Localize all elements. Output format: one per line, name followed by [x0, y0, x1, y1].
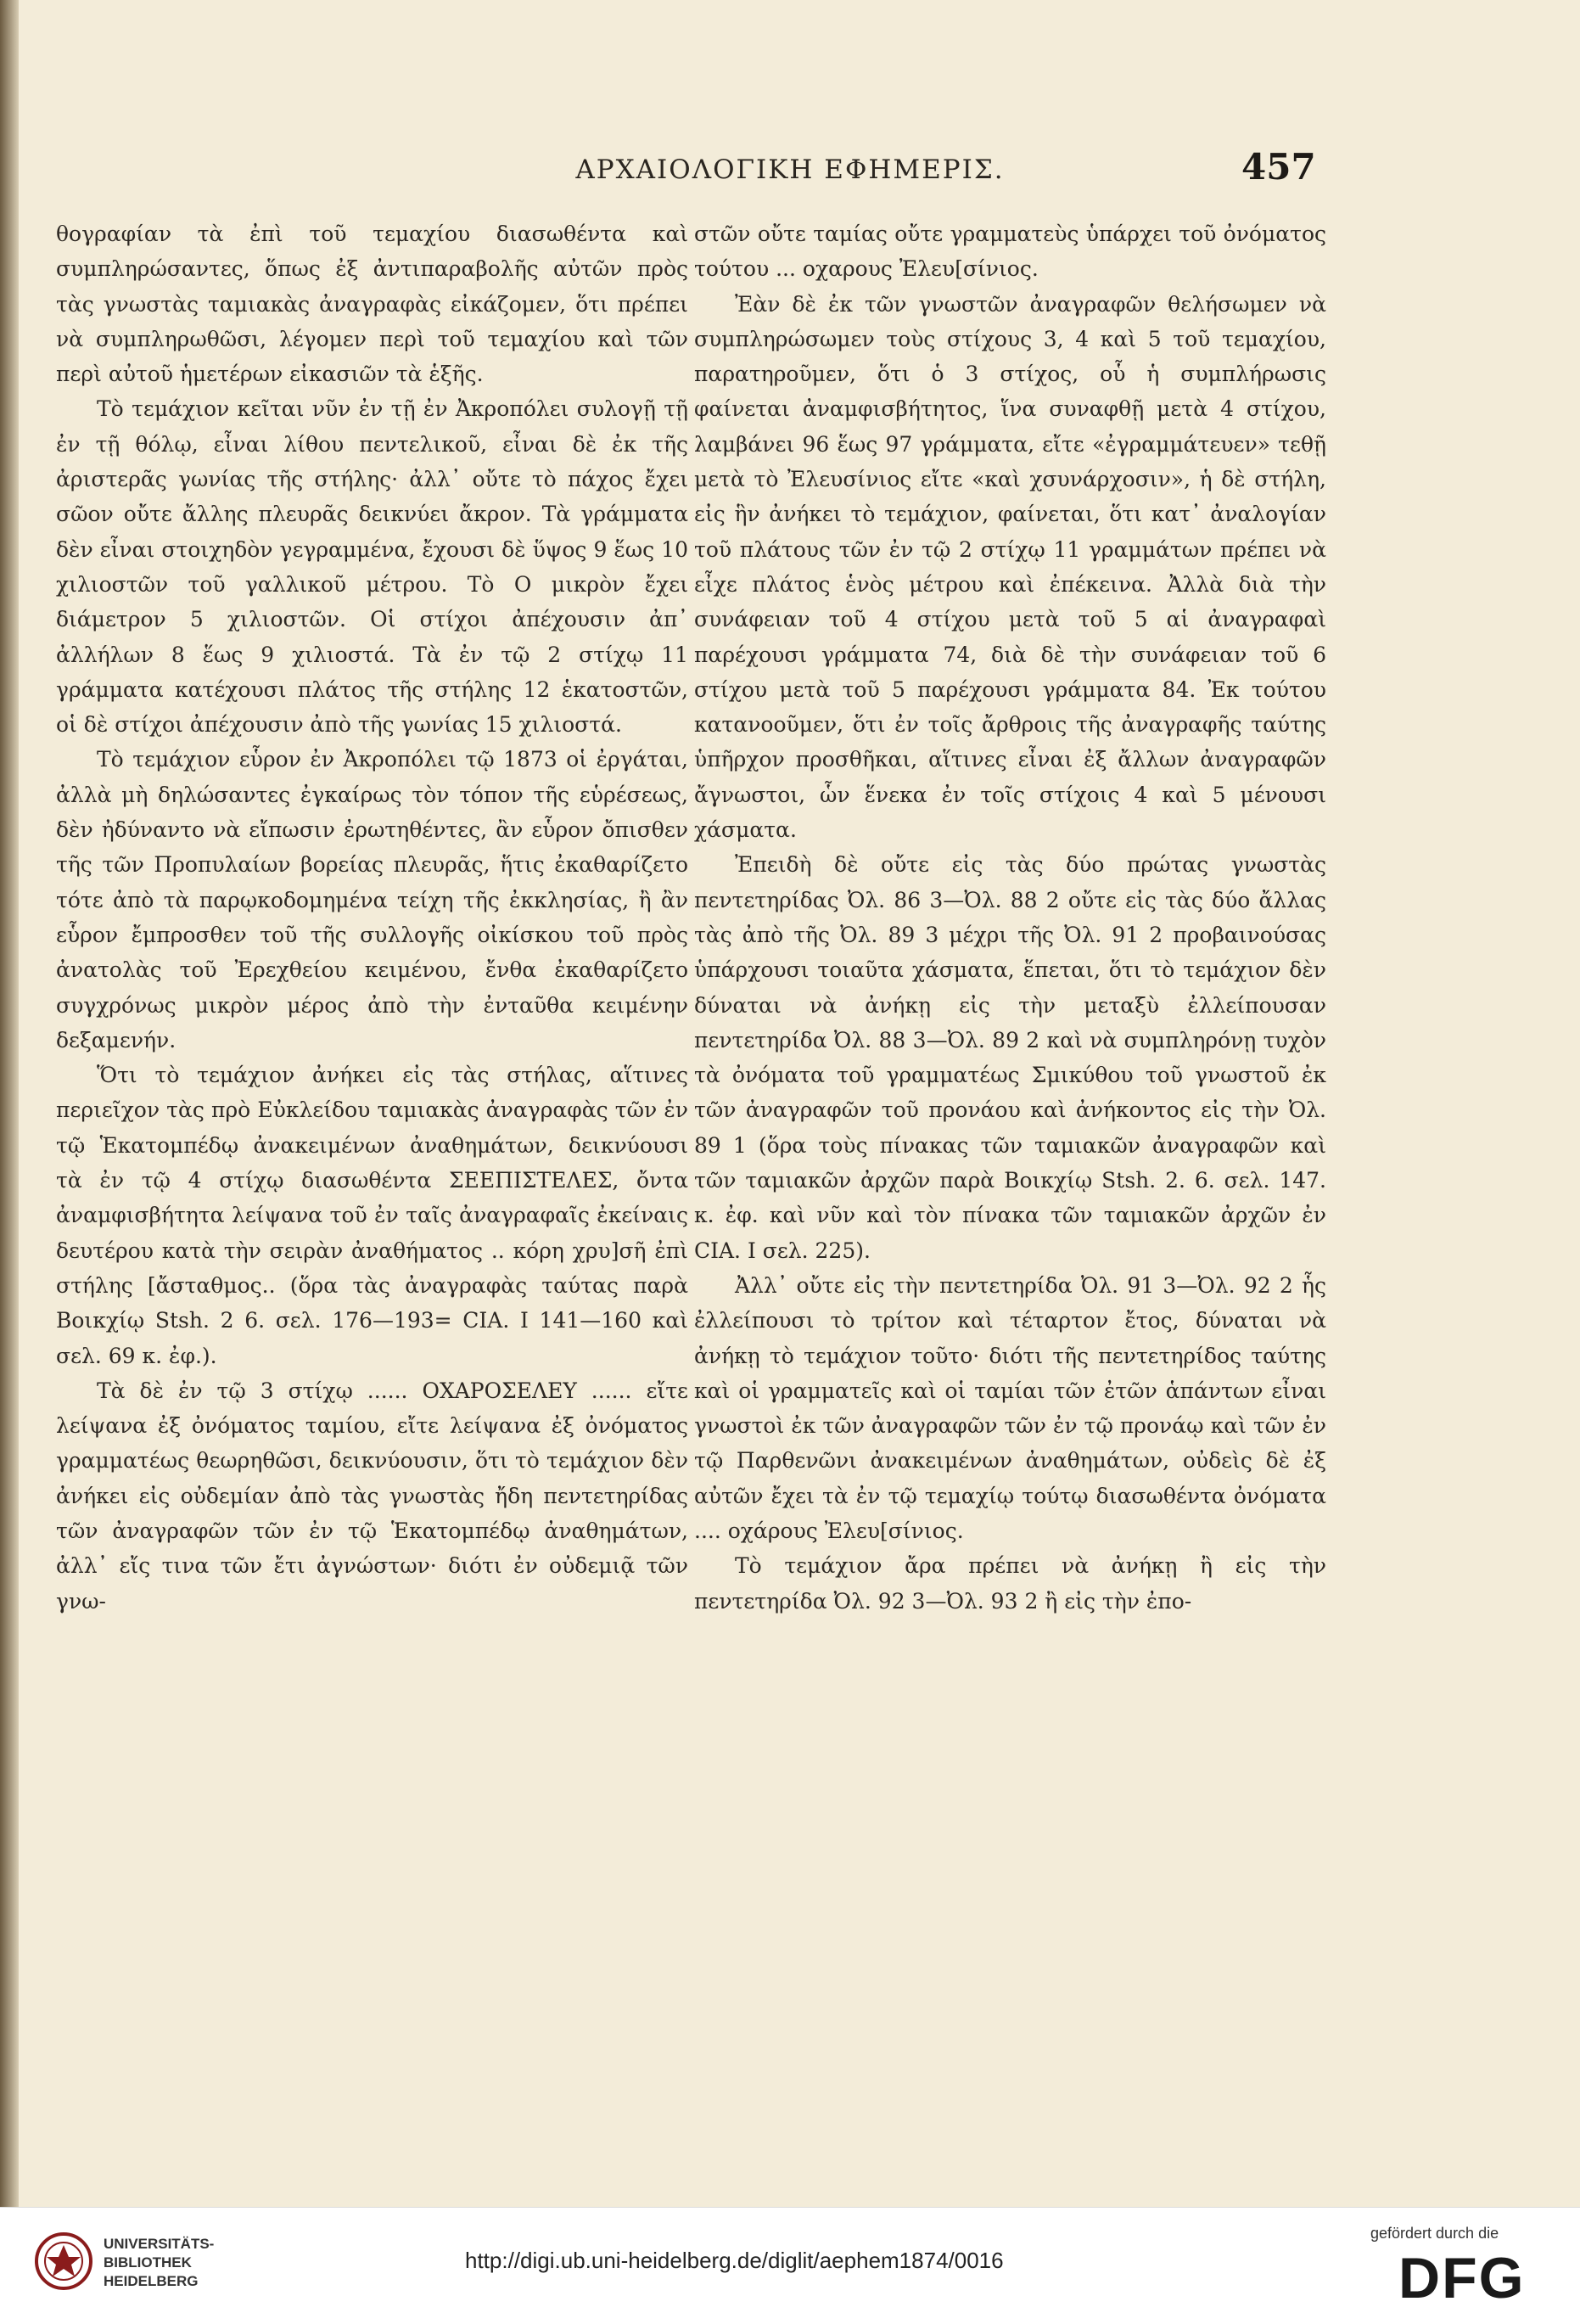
right-paragraph-1: στῶν οὔτε ταμίας οὔτε γραμματεὺς ὑπάρχει τοῦ ὀνόματος τούτου ... οχαρους Ἐλευ[σίνιος. [694, 222, 1326, 282]
source-url-link[interactable]: http://digi.ub.uni-heidelberg.de/diglit/aephem1874/0016 [465, 2248, 1004, 2273]
right-paragraph-5: Τὸ τεμάχιον ἄρα πρέπει νὰ ἀνήκῃ ἢ εἰς τὴν πεντετηρίδα Ὀλ. 92 3—Ὀλ. 93 2 ἢ εἰς τὴν ἐπο- [694, 1553, 1326, 1614]
page-number: 457 [1241, 146, 1316, 188]
right-paragraph-2: Ἐὰν δὲ ἐκ τῶν γνωστῶν ἀναγραφῶν θελήσωμεν νὰ συμπληρώσωμεν τοὺς στίχους 3, 4 καὶ 5 τοῦ τεμαχίου, παρατηροῦμεν, ὅτι ὁ 3 στίχος, οὗ ἡ συμπλήρωσις φαίνεται ἀναμφισβήτητος, ἵνα συναφθῇ μετὰ 4 στίχου, λαμβάνει 96 ἕως 97 γράμματα, εἴτε «ἐγραμμάτευεν» τεθῇ μετὰ τὸ Ἐλευσίνιος εἴτε «καὶ χσυνάρχοσιν», ἡ δὲ στήλη, εἰς ἣν ἀνήκει τὸ τεμάχιον, φαίνεται, ὅτι κατ᾽ ἀναλογίαν τοῦ πλάτους τῶν ἐν τῷ 2 στίχῳ 11 γραμμάτων πρέπει νὰ εἶχε πλάτος ἑνὸς μέτρου καὶ ἐπέκεινα. Ἀλλὰ διὰ τὴν συνάφειαν τοῦ 4 στίχου μετὰ τοῦ 5 αἱ ἀναγραφαὶ παρέχουσι γράμματα 74, διὰ δὲ τὴν συνάφειαν τοῦ 6 στίχου μετὰ τοῦ 5 παρέχουσι γράμματα 84. Ἐκ τούτου κατανοοῦμεν, ὅτι ἐν τοῖς ἄρθροις τῆς ἀναγραφῆς ταύτης ὑπῆρχον προσθῆκαι, αἵτινες εἶναι ἐξ ἄλλων ἀναγραφῶν ἄγνωστοι, ὧν ἕνεκα ἐν τοῖς στίχοις 4 καὶ 5 μένουσι χάσματα. [694, 291, 1326, 843]
university-library-name [104, 2235, 214, 2291]
digitization-footer [0, 2207, 1580, 2324]
left-paragraph-3: Τὸ τεμάχιον εὗρον ἐν Ἀκροπόλει τῷ 1873 οἱ ἐργάται, ἀλλὰ μὴ δηλώσαντες ἐγκαίρως τὸν τόπον τῆς εὑρέσεως, δὲν ἠδύναντο νὰ εἴπωσιν ἐρωτηθέντες, ἂν εὗρον ὄπισθεν τῆς τῶν Προπυλαίων βορείας πλευρᾶς, ἥτις ἐκαθαρίζετο τότε ἀπὸ τὰ παρῳκοδομημένα τείχη τῆς ἐκκλησίας, ἢ ἂν εὗρον ἔμπροσθεν τοῦ τῆς συλλογῆς οἰκίσκου τοῦ πρὸς ἀνατολὰς τοῦ Ἐρεχθείου κειμένου, ἔνθα ἐκαθαρίζετο συγχρόνως μικρὸν μέρος ἀπὸ τὴν ἐνταῦθα κειμένην δεξαμενήν. [56, 747, 688, 1053]
university-line-1: UNIVERSITÄTS- [104, 2236, 215, 2252]
book-spine-shadow [0, 0, 19, 2207]
right-paragraph-3: Ἐπειδὴ δὲ οὔτε εἰς τὰς δύο πρώτας γνωστὰς πεντετηρίδας Ὀλ. 86 3—Ὀλ. 88 2 οὔτε εἰς τὰς δύο ἄλλας τὰς ἀπὸ τῆς Ὀλ. 89 3 μέχρι τῆς Ὀλ. 91 2 προβαινούσας ὑπάρχουσι τοιαῦτα χάσματα, ἕπεται, ὅτι τὸ τεμάχιον δὲν δύναται νὰ ἀνήκῃ εἰς τὴν μεταξὺ ἐλλείπουσαν πεντετηρίδα Ὀλ. 88 3—Ὀλ. 89 2 καὶ νὰ συμπληρόνῃ τυχὸν τὰ ὀνόματα τοῦ γραμματέως Σμικύθου τοῦ γνωστοῦ ἐκ τῶν ἀναγραφῶν τοῦ προνάου καὶ ἀνήκοντος εἰς τὴν Ὀλ. 89 1 (ὅρα τοὺς πίνακας τῶν ταμιακῶν ἀναγραφῶν καὶ τῶν ταμιακῶν ἀρχῶν παρὰ Βοικχίῳ Stsh. 2. 6. σελ. 147. κ. ἐφ. καὶ νῦν καὶ τὸν πίνακα τῶν ταμιακῶν ἀρχῶν ἐν CIA. I σελ. 225). [694, 852, 1326, 1263]
left-paragraph-4: Ὅτι τὸ τεμάχιον ἀνήκει εἰς τὰς στήλας, αἵτινες περιεῖχον τὰς πρὸ Εὐκλείδου ταμιακὰς ἀναγραφὰς τῶν ἐν τῷ Ἑκατομπέδῳ ἀνακειμένων ἀναθημάτων, δεικνύουσι τὰ ἐν τῷ 4 στίχῳ διασωθέντα ΣΕΕΠΙΣΤΕΛΕΣ, ὄντα ἀναμφισβήτητα λείψανα τοῦ ἐν ταῖς ἀναγραφαῖς ἐκείναις δευτέρου κατὰ τὴν σειρὰν ἀναθήματος .. κόρη χρυ]σῆ ἐπὶ στήλης [ἄσταθμος.. (ὅρα τὰς ἀναγραφὰς ταύτας παρὰ Βοικχίῳ Stsh. 2 6. σελ. 176—193= CIA. I 141—160 καὶ σελ. 69 κ. ἐφ.). [56, 1063, 688, 1368]
university-line-2: BIBLIOTHEK [104, 2254, 192, 2271]
running-header-title: ΑΡΧΑΙΟΛΟΓΙΚΗ ΕΦΗΜΕΡΙΣ. [575, 154, 1005, 185]
university-line-3: HEIDELBERG [104, 2273, 199, 2289]
funded-by-label: gefördert durch die [1370, 2225, 1499, 2242]
left-text-column [56, 216, 688, 1619]
left-paragraph-2: Τὸ τεμάχιον κεῖται νῦν ἐν τῇ ἐν Ἀκροπόλει συλογῇ τῇ ἐν τῇ θόλῳ, εἶναι λίθου πεντελικοῦ, εἶναι δὲ ἐκ τῆς ἀριστερᾶς γωνίας τῆς στήλης· ἀλλ᾽ οὔτε τὸ πάχος ἔχει σῶον οὔτε ἄλλης πλευρᾶς δεικνύει ἄκρον. Τὰ γράμματα δὲν εἶναι στοιχηδὸν γεγραμμένα, ἔχουσι δὲ ὕψος 9 ἕως 10 χιλιοστῶν τοῦ γαλλικοῦ μέτρου. Τὸ Ο μικρὸν ἔχει διάμετρον 5 χιλιοστῶν. Οἱ στίχοι ἀπέχουσιν ἀπ᾽ ἀλλήλων 8 ἕως 9 χιλιοστά. Τὰ ἐν τῷ 2 στίχῳ 11 γράμματα κατέχουσι πλάτος τῆς στήλης 12 ἑκατοστῶν, οἱ δὲ στίχοι ἀπέχουσιν ἀπὸ τῆς γωνίας 15 χιλιοστά. [56, 396, 688, 738]
right-text-column [694, 216, 1326, 1619]
dfg-logo: DFG [1398, 2246, 1526, 2310]
university-seal-icon [34, 2231, 93, 2291]
right-paragraph-4: Ἀλλ᾽ οὔτε εἰς τὴν πεντετηρίδα Ὀλ. 91 3—Ὀλ. 92 2 ἧς ἐλλείπουσι τὸ τρίτον καὶ τέταρτον ἔτος, δύναται νὰ ἀνήκῃ τὸ τεμάχιον τοῦτο· διότι τῆς πεντετηρίδος ταύτης καὶ οἱ γραμματεῖς καὶ οἱ ταμίαι τῶν ἐτῶν ἁπάντων εἶναι γνωστοὶ ἐκ τῶν ἀναγραφῶν τῶν ἐν τῷ προνάῳ καὶ τῶν ἐν τῷ Παρθενῶνι ἀνακειμένων ἀναθημάτων, οὐδεὶς δὲ ἐξ αὐτῶν ἔχει τὰ ἐν τῷ τεμαχίῳ τούτῳ διασωθέντα ὀνόματα .... οχάρους Ἐλευ[σίνιος. [694, 1272, 1326, 1543]
left-paragraph-1: θογραφίαν τὰ ἐπὶ τοῦ τεμαχίου διασωθέντα καὶ συμπληρώσαντες, ὅπως ἐξ ἀντιπαραβολῆς αὐτῶν πρὸς τὰς γνωστὰς ταμιακὰς ἀναγραφὰς εἰκάζομεν, ὅτι πρέπει νὰ συμπληρωθῶσι, λέγομεν περὶ τοῦ τεμαχίου καὶ τῶν περὶ αὐτοῦ ἡμετέρων εἰκασιῶν τὰ ἑξῆς. [56, 222, 688, 387]
left-paragraph-5: Τὰ δὲ ἐν τῷ 3 στίχῳ ...... ΟΧΑΡΟΣΕΛΕΥ ...... εἴτε λείψανα ἐξ ὀνόματος ταμίου, εἴτε λείψανα ἐξ ὀνόματος γραμματέως θεωρηθῶσι, δεικνύουσιν, ὅτι τὸ τεμάχιον δὲν ἀνήκει εἰς οὐδεμίαν ἀπὸ τὰς γνωστὰς ἤδη πεντετηρίδας τῶν ἀναγραφῶν τῶν ἐν τῷ Ἑκατομπέδῳ ἀναθημάτων, ἀλλ᾽ εἴς τινα τῶν ἔτι ἀγνώστων· διότι ἐν οὐδεμιᾷ τῶν γνω- [56, 1378, 688, 1614]
